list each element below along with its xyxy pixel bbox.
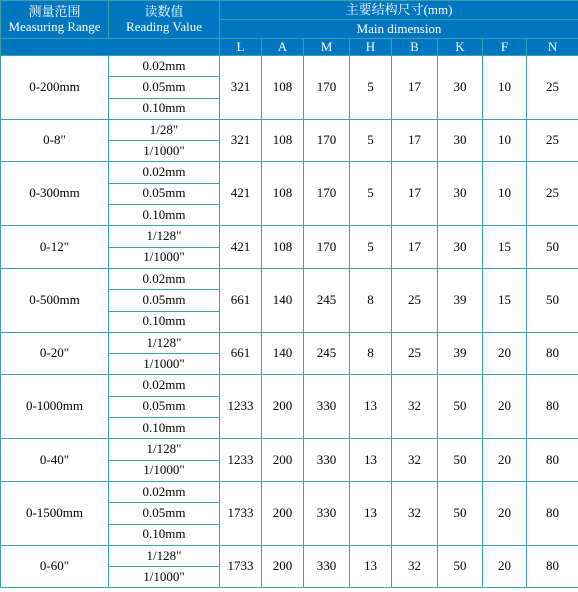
range-header-cn: 测量范围 (28, 3, 81, 19)
reading-cell: 1/1000" (109, 567, 220, 588)
dim-label-F: F (483, 39, 527, 56)
dim-cell-A: 140 (262, 332, 304, 375)
dim-cell-H: 8 (350, 332, 392, 375)
dim-label-L: L (220, 39, 262, 56)
dim-cell-F: 20 (483, 375, 527, 439)
dim-cell-H: 5 (350, 119, 392, 162)
dim-cell-A: 108 (262, 162, 304, 226)
table-row (1, 481, 578, 502)
range-cell: 0-40" (1, 439, 109, 482)
dim-cell-A: 108 (262, 226, 304, 269)
range-cell: 0-200mm (1, 56, 109, 120)
dim-cell-L: 1733 (220, 481, 262, 545)
dim-cell-M: 330 (304, 481, 350, 545)
dim-cell-N: 50 (527, 268, 578, 332)
reading-cell: 0.05mm (109, 396, 220, 417)
reading-cell: 0.02mm (109, 268, 220, 289)
dim-cell-K: 39 (438, 332, 483, 375)
dim-cell-N: 80 (527, 439, 578, 482)
table-row (1, 119, 578, 140)
dim-cell-B: 25 (392, 268, 438, 332)
range-cell: 0-60" (1, 545, 109, 588)
dim-cell-M: 245 (304, 268, 350, 332)
reading-cell: 1/128" (109, 226, 220, 247)
dim-label-M: M (304, 39, 350, 56)
dim-cell-M: 330 (304, 439, 350, 482)
dim-cell-N: 25 (527, 119, 578, 162)
dim-cell-L: 661 (220, 268, 262, 332)
table-row (1, 56, 578, 77)
table-row (1, 439, 578, 460)
dim-cell-F: 10 (483, 56, 527, 120)
range-header-en: Measuring Range (8, 18, 101, 34)
table-row (1, 268, 578, 289)
dim-cell-F: 10 (483, 119, 527, 162)
dim-cell-N: 80 (527, 332, 578, 375)
dim-cell-N: 80 (527, 481, 578, 545)
range-cell: 0-300mm (1, 162, 109, 226)
dim-cell-F: 15 (483, 226, 527, 269)
reading-cell: 1/128" (109, 545, 220, 566)
dim-cell-L: 421 (220, 162, 262, 226)
dim-cell-B: 32 (392, 439, 438, 482)
table-row (1, 162, 578, 183)
reading-header (109, 1, 220, 39)
table-body (1, 1, 578, 588)
dim-cell-M: 330 (304, 545, 350, 588)
range-cell: 0-1000mm (1, 375, 109, 439)
dim-cell-L: 321 (220, 56, 262, 120)
reading-cell: 0.10mm (109, 98, 220, 119)
reading-header-cn: 读数值 (144, 3, 184, 19)
dim-cell-A: 200 (262, 375, 304, 439)
table-row (1, 545, 578, 566)
dim-cell-M: 170 (304, 119, 350, 162)
dim-cell-H: 13 (350, 481, 392, 545)
reading-cell: 0.02mm (109, 375, 220, 396)
dim-cell-M: 170 (304, 226, 350, 269)
reading-cell: 0.10mm (109, 311, 220, 332)
dim-cell-L: 321 (220, 119, 262, 162)
reading-cell: 0.10mm (109, 418, 220, 439)
reading-cell: 0.05mm (109, 290, 220, 311)
reading-cell: 1/128" (109, 439, 220, 460)
dim-cell-K: 50 (438, 481, 483, 545)
reading-cell: 0.02mm (109, 481, 220, 502)
dim-cell-K: 50 (438, 375, 483, 439)
dim-cell-K: 30 (438, 226, 483, 269)
dim-cell-L: 1733 (220, 545, 262, 588)
dim-cell-B: 32 (392, 481, 438, 545)
dim-cell-N: 80 (527, 545, 578, 588)
reading-cell: 0.05mm (109, 183, 220, 204)
dims-header-row (1, 39, 578, 56)
dim-cell-N: 50 (527, 226, 578, 269)
dim-cell-A: 108 (262, 56, 304, 120)
dim-cell-B: 17 (392, 56, 438, 120)
reading-cell: 1/28" (109, 119, 220, 140)
range-cell: 0-12" (1, 226, 109, 269)
dim-cell-M: 330 (304, 375, 350, 439)
dim-cell-L: 421 (220, 226, 262, 269)
reading-cell: 0.02mm (109, 162, 220, 183)
dim-cell-B: 25 (392, 332, 438, 375)
dim-label-N: N (527, 39, 578, 56)
dim-cell-H: 5 (350, 162, 392, 226)
dim-label-A: A (262, 39, 304, 56)
reading-cell: 1/1000" (109, 354, 220, 375)
dim-cell-H: 5 (350, 226, 392, 269)
dim-cell-K: 30 (438, 119, 483, 162)
dim-cell-F: 20 (483, 481, 527, 545)
range-cell: 0-500mm (1, 268, 109, 332)
dim-cell-A: 140 (262, 268, 304, 332)
table-row (1, 375, 578, 396)
dim-cell-L: 1233 (220, 439, 262, 482)
dim-cell-L: 661 (220, 332, 262, 375)
dim-cell-F: 10 (483, 162, 527, 226)
reading-cell: 0.10mm (109, 524, 220, 545)
dim-cell-H: 13 (350, 545, 392, 588)
main-dimension-header-cn: 主要结构尺寸(mm) (220, 1, 578, 20)
dim-cell-B: 17 (392, 119, 438, 162)
reading-cell: 0.02mm (109, 56, 220, 77)
dim-cell-A: 200 (262, 545, 304, 588)
reading-cell: 1/128" (109, 332, 220, 353)
table-row (1, 332, 578, 353)
dim-cell-F: 20 (483, 332, 527, 375)
dim-cell-F: 20 (483, 439, 527, 482)
reading-cell: 1/1000" (109, 460, 220, 481)
dim-cell-H: 13 (350, 439, 392, 482)
dims-header-spacer (1, 39, 220, 56)
range-cell: 0-8" (1, 119, 109, 162)
range-cell: 0-20" (1, 332, 109, 375)
dim-cell-B: 17 (392, 162, 438, 226)
dim-cell-H: 5 (350, 56, 392, 120)
reading-cell: 0.05mm (109, 77, 220, 98)
dim-cell-A: 200 (262, 439, 304, 482)
dim-cell-M: 170 (304, 162, 350, 226)
dim-cell-B: 17 (392, 226, 438, 269)
reading-header-en: Reading Value (126, 18, 202, 34)
dim-label-H: H (350, 39, 392, 56)
dim-label-K: K (438, 39, 483, 56)
dim-label-B: B (392, 39, 438, 56)
main-dimension-header-en: Main dimension (220, 20, 578, 39)
dim-cell-K: 30 (438, 162, 483, 226)
dim-cell-K: 50 (438, 545, 483, 588)
dim-cell-H: 8 (350, 268, 392, 332)
dim-cell-A: 108 (262, 119, 304, 162)
dim-cell-M: 170 (304, 56, 350, 120)
reading-cell: 1/1000" (109, 247, 220, 268)
dim-cell-F: 15 (483, 268, 527, 332)
reading-cell: 0.05mm (109, 503, 220, 524)
range-cell: 0-1500mm (1, 481, 109, 545)
dim-cell-H: 13 (350, 375, 392, 439)
dim-cell-M: 245 (304, 332, 350, 375)
dim-cell-B: 32 (392, 375, 438, 439)
dim-cell-N: 25 (527, 162, 578, 226)
reading-cell: 1/1000" (109, 141, 220, 162)
dim-cell-B: 32 (392, 545, 438, 588)
dim-cell-F: 20 (483, 545, 527, 588)
dim-cell-K: 30 (438, 56, 483, 120)
table-row (1, 226, 578, 247)
dim-cell-N: 80 (527, 375, 578, 439)
range-header (1, 1, 109, 39)
reading-cell: 0.10mm (109, 205, 220, 226)
dim-cell-K: 39 (438, 268, 483, 332)
dim-cell-L: 1233 (220, 375, 262, 439)
dim-cell-K: 50 (438, 439, 483, 482)
header-row-top (1, 1, 578, 20)
dim-cell-N: 25 (527, 56, 578, 120)
dim-cell-A: 200 (262, 481, 304, 545)
